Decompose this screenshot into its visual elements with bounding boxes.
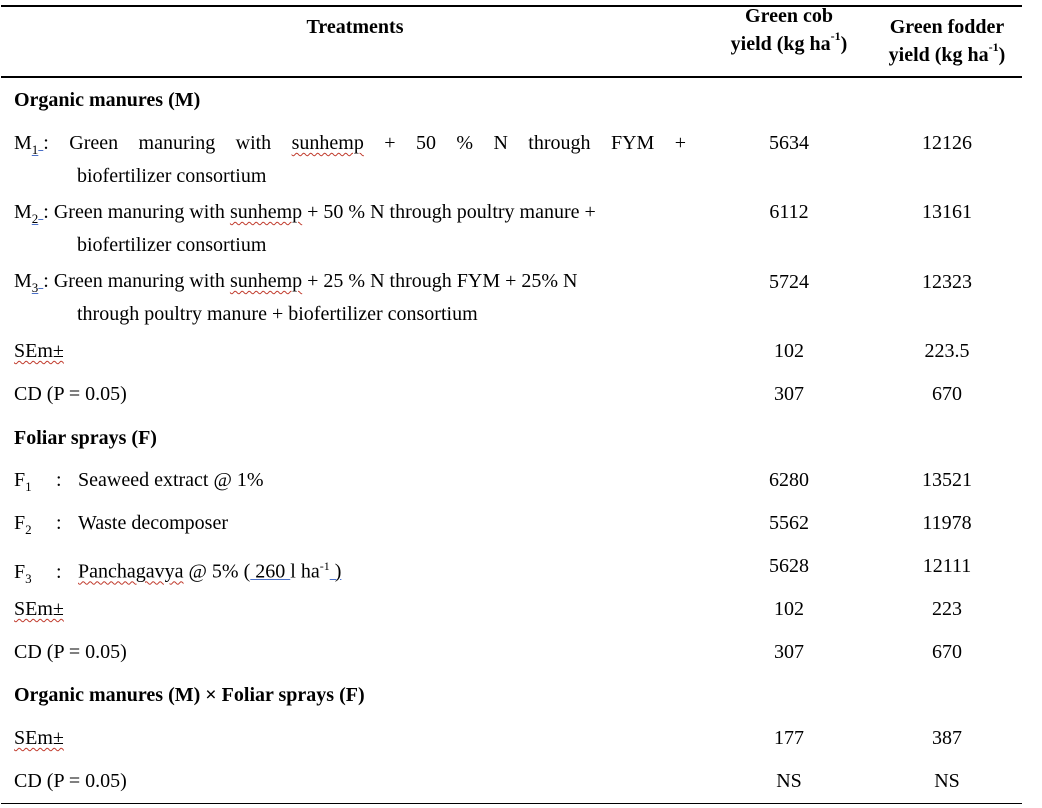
header-treatments	[200, 13, 510, 41]
mf-cd-fodder-value: NS	[934, 770, 960, 792]
header-cob-sup: -1	[830, 29, 841, 44]
table-row-f3-label: $F_3$ : Panchagavya @ 5% ( 260 l $ha^{-1}$ )	[14, 553, 686, 592]
mf-cd-label: CD (P = 0.05)	[14, 770, 127, 792]
table-header-rule	[1, 76, 1022, 78]
table-row-m3-label	[14, 268, 686, 328]
f3-fodder-value: 12111	[922, 555, 972, 577]
mf-sem-cob-value: 177	[774, 727, 804, 749]
mf-sem-label: SEm±	[14, 727, 64, 749]
header-green-cob-yield	[712, 2, 866, 58]
header-fodder-line2	[872, 41, 1022, 69]
m1-line1: $M_1$ : Green manuring with sunhemp + 50 % N through FYM +	[14, 130, 686, 163]
header-treatments-text: Treatments	[306, 16, 404, 38]
f1-fodder-value: 13521	[922, 469, 972, 491]
m1-fodder-value: 12126	[922, 132, 972, 154]
table-row-m2-label	[14, 199, 686, 259]
header-cob-line1: Green cob	[745, 5, 833, 27]
m1-line2: biofertilizer consortium	[77, 165, 267, 187]
m3-code: $M_3$ :	[14, 270, 49, 295]
f-cd-cob-value: 307	[774, 641, 804, 663]
m2-cob-value: 6112	[769, 201, 809, 223]
header-green-fodder-yield	[872, 13, 1022, 69]
f-cd-label: CD (P = 0.05)	[14, 641, 127, 663]
m1-cob-value: 5634	[769, 132, 809, 154]
table-bottom-rule	[1, 803, 1022, 804]
header-cob-close: )	[840, 33, 848, 55]
f2-cob-value: 5562	[769, 512, 809, 534]
header-fodder-unit: yield (kg ha	[888, 44, 989, 66]
section-foliar-sprays: Foliar sprays (F)	[14, 427, 157, 449]
m2-line1: $M_2$ : Green manuring with sunhemp + 50 % N through poultry manure +	[14, 199, 686, 232]
f3-code: $F_3$	[14, 560, 32, 586]
m3-fodder-value: 12323	[922, 271, 972, 293]
header-cob-line2	[712, 30, 866, 58]
m-cd-label: CD (P = 0.05)	[14, 383, 127, 405]
f3-cob-value: 5628	[769, 555, 809, 577]
m2-fodder-value: 13161	[922, 201, 972, 223]
m-cd-fodder-value: 670	[932, 383, 962, 405]
f-sem-label: SEm±	[14, 598, 64, 620]
section-organic-manures: Organic manures (M)	[14, 89, 201, 111]
m-sem-fodder-value: 223.5	[924, 340, 970, 362]
m-cd-cob-value: 307	[774, 383, 804, 405]
header-cob-unit: yield (kg ha	[730, 33, 831, 55]
table-row-f2-label: $F_2$ : Waste decomposer	[14, 510, 686, 543]
section-interaction: Organic manures (M) × Foliar sprays (F)	[14, 684, 365, 706]
f-sem-cob-value: 102	[774, 598, 804, 620]
f2-fodder-value: 11978	[922, 512, 972, 534]
table-row-m1-label	[14, 130, 686, 190]
f-cd-fodder-value: 670	[932, 641, 962, 663]
m3-line1: $M_3$ : Green manuring with sunhemp + 25 % N through FYM + 25% N	[14, 268, 686, 301]
mf-cd-cob-value: NS	[776, 770, 802, 792]
header-fodder-close: )	[998, 44, 1006, 66]
m3-cob-value: 5724	[769, 271, 809, 293]
f1-cob-value: 6280	[769, 469, 809, 491]
f1-code: $F_1$	[14, 469, 32, 494]
table-row-f1-label: $F_1$ : Seaweed extract @ 1%	[14, 467, 686, 500]
m1-code: $M_1$ :	[14, 132, 49, 157]
m3-line2: through poultry manure + biofertilizer consortium	[77, 303, 478, 325]
f-sem-fodder-value: 223	[932, 598, 962, 620]
m-sem-label: SEm±	[14, 340, 64, 362]
mf-sem-fodder-value: 387	[932, 727, 962, 749]
m-sem-cob-value: 102	[774, 340, 804, 362]
m2-line2: biofertilizer consortium	[77, 234, 267, 256]
f2-code: $F_2$	[14, 512, 32, 537]
header-fodder-line1: Green fodder	[889, 16, 1005, 38]
m2-code: $M_2$ :	[14, 201, 49, 226]
header-fodder-sup: -1	[988, 40, 999, 55]
table-top-rule	[1, 5, 1022, 7]
